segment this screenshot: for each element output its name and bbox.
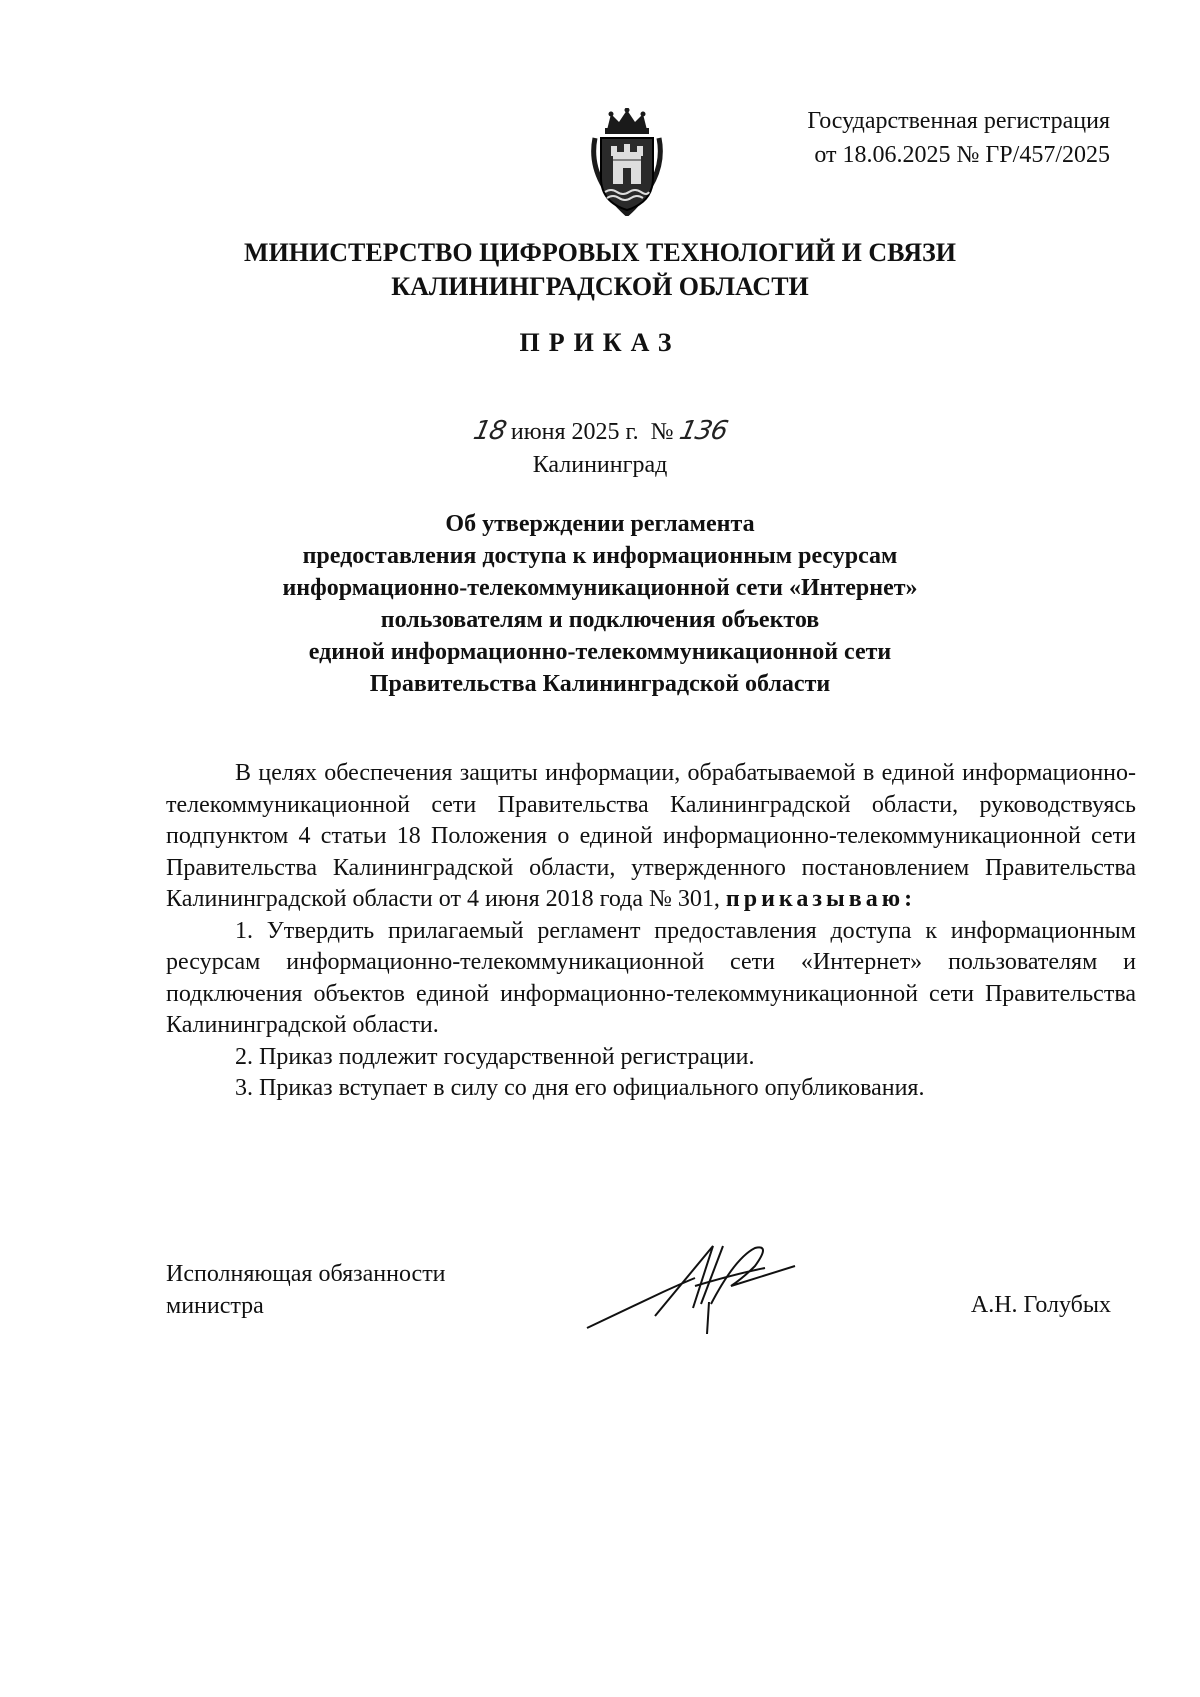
order-date-line	[150, 414, 1050, 449]
ministry-name	[150, 236, 1050, 304]
order-subject	[150, 508, 1050, 700]
coat-of-arms-icon	[587, 108, 667, 216]
subject-line: единой информационно-телекоммуникационной сети	[308, 639, 892, 665]
preamble-text: В целях обеспечения защиты информации, обрабатываемой в единой информационно-телекоммуникационной сети Правительства Калининградской области, руководствуясь подпунктом 4 статьи 18 Положения о единой информационно-телекоммуникационной сети Правительства Калининградской области, утвержденного постановлением Правительства Калининградской области от 4 июня 2018 года № 301,	[166, 760, 1136, 912]
ministry-line-1: МИНИСТЕРСТВО ЦИФРОВЫХ ТЕХНОЛОГИЙ И СВЯЗИ	[244, 238, 956, 267]
ministry-line-2: КАЛИНИНГРАДСКОЙ ОБЛАСТИ	[391, 272, 809, 301]
registration-line-1: Государственная регистрация	[807, 108, 1110, 134]
order-title: ПРИКАЗ	[519, 328, 681, 357]
order-item: 3. Приказ вступает в силу со дня его официального опубликования.	[235, 1075, 925, 1101]
subject-line: Правительства Калининградской области	[369, 671, 831, 697]
order-item: 1. Утвердить прилагаемый регламент предоставления доступа к информационным ресурсам информационно-телекоммуникационной сети «Интернет» пользователям и подключения объектов единой информационно-телекоммуникационной сети Правительства Калининградской области.	[166, 917, 1136, 1038]
subject-line: Об утверждении регламента	[445, 511, 755, 537]
preamble-paragraph	[166, 758, 1136, 916]
subject-line: предоставления доступа к информационным ресурсам	[302, 543, 898, 569]
registration-line-2: от 18.06.2025 № ГР/457/2025	[814, 142, 1110, 168]
subject-line: пользователям и подключения объектов	[380, 607, 820, 633]
order-body	[166, 758, 1136, 1105]
order-city: Калининград	[532, 452, 668, 478]
signatory-role-line-1: Исполняющая обязанности	[166, 1261, 446, 1287]
handwritten-signature	[585, 1238, 825, 1338]
signatory-role-line-2: министра	[166, 1293, 264, 1319]
registration-stamp	[730, 104, 1110, 172]
order-month-year: июня 2025 г.	[510, 419, 639, 445]
subject-line: информационно-телекоммуникационной сети «Интернет»	[282, 575, 918, 601]
order-number-label: №	[650, 419, 674, 445]
decree-word: приказываю:	[725, 886, 917, 912]
order-item: 2. Приказ подлежит государственной регистрации.	[235, 1043, 755, 1070]
order-number: 136	[676, 416, 730, 446]
signatory-name: А.Н. Голубых	[970, 1292, 1111, 1318]
signatory-role	[166, 1258, 446, 1322]
order-day: 18	[470, 416, 509, 446]
